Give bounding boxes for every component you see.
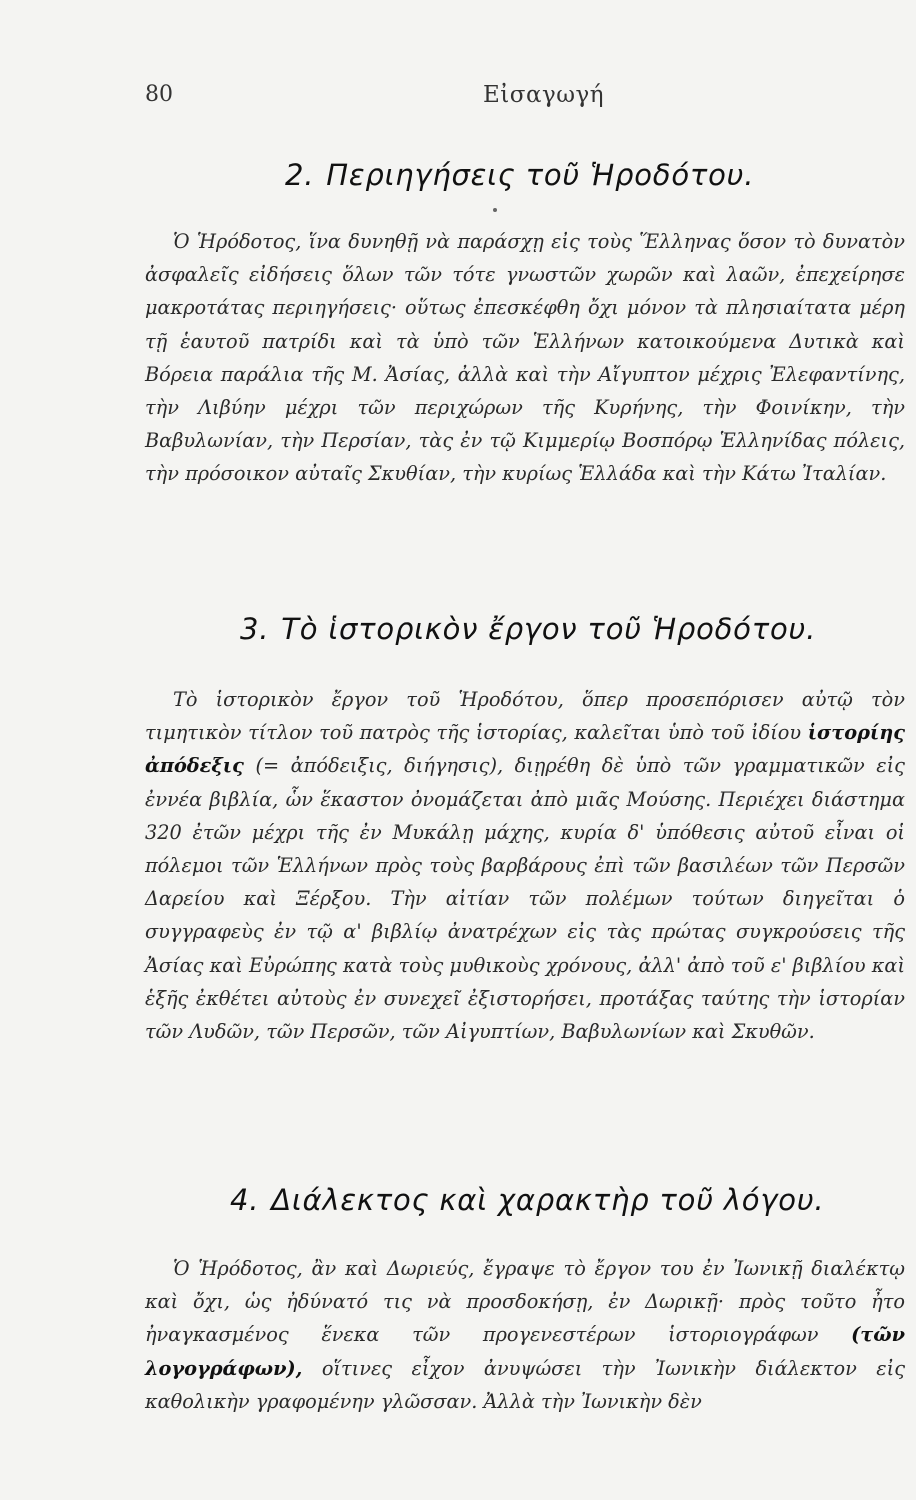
page-header bbox=[0, 82, 916, 112]
page-number: 80 bbox=[145, 82, 173, 107]
running-title: Εἰσαγωγή bbox=[483, 82, 605, 108]
section-title: Τὸ ἱστορικὸν ἔργον τοῦ Ἡροδότου. bbox=[281, 612, 817, 646]
paragraph-text: Τὸ ἱστορικὸν ἔργον τοῦ Ἡροδότου, ὅπερ προσεπόρισεν αὐτῷ τὸν τιμητικὸν τίτλον τοῦ πατρὸς τῆς ἱστορίας, καλεῖται ὑπὸ τοῦ ἰδίου bbox=[145, 688, 905, 745]
section-title: Διάλεκτος καὶ χαρακτὴρ τοῦ λόγου. bbox=[271, 1183, 825, 1217]
ink-dot bbox=[493, 208, 497, 212]
paragraph-text: οἵτινες εἶχον ἀνυψώσει τὴν Ἰωνικὴν διάλεκτον εἰς καθολικὴν γραφομένην γλῶσσαν. Ἀλλὰ τὴν Ἰωνικὴν δὲν bbox=[145, 1356, 905, 1413]
section-4-heading bbox=[230, 1183, 824, 1217]
paragraph bbox=[145, 1252, 905, 1418]
paragraph-text: (= ἀπόδειξις, διήγησις), διῃρέθη δὲ ὑπὸ τῶν γραμματικῶν εἰς ἐννέα βιβλία, ὧν ἕκαστον ὀνομάζεται ἀπὸ μιᾶς Μούσης. Περιέχει διάστημα 320 ἐτῶν μέχρι τῆς ἐν Μυκάλῃ μάχης, κυρία δ' ὑπόθεσις αὐτοῦ εἶναι οἱ πόλεμοι τῶν Ἑλλήνων πρὸς τοὺς βαρβάρους ἐπὶ τῶν βασιλέων τῶν Περσῶν Δαρείου καὶ Ξέρξου. Τὴν αἰτίαν τῶν πολέμων τούτων διηγεῖται ὁ συγγραφεὺς ἐν τῷ α' βιβλίῳ ἀνατρέχων εἰς τὰς πρώτας συγκρούσεις τῆς Ἀσίας καὶ Εὐρώπης κατὰ τοὺς μυθικοὺς χρόνους, ἀλλ' ἀπὸ τοῦ ε' βιβλίου καὶ ἑξῆς ἐκθέτει αὐτοὺς ἐν συνεχεῖ ἐξιστορήσει, προτάξας ταύτης τὴν ἱστορίαν τῶν Λυδῶν, τῶν Περσῶν, τῶν Αἰγυπτίων, Βαβυλωνίων καὶ Σκυθῶν. bbox=[145, 754, 905, 1044]
section-2-body bbox=[145, 225, 905, 491]
section-3-heading bbox=[240, 612, 816, 646]
bold-term: ἱστορίης ἀπόδεξις bbox=[145, 721, 905, 778]
bold-term: (τῶν λογογράφων), bbox=[145, 1323, 905, 1380]
section-3-body bbox=[145, 683, 905, 1048]
paragraph-text: Ὁ Ἡρόδοτος, ἂν καὶ Δωριεύς, ἔγραψε τὸ ἔργον του ἐν Ἰωνικῇ διαλέκτῳ καὶ ὄχι, ὡς ἠδύνατό τις νὰ προσδοκήσῃ, ἐν Δωρικῇ· πρὸς τοῦτο ἦτο ἠναγκασμένος ἕνεκα τῶν προγενεστέρων ἱστοριογράφων bbox=[145, 1257, 905, 1347]
section-4-body bbox=[145, 1252, 905, 1418]
section-2-heading bbox=[285, 158, 754, 192]
section-number: 4. bbox=[230, 1183, 260, 1217]
section-title: Περιηγήσεις τοῦ Ἡροδότου. bbox=[326, 158, 755, 192]
section-number: 3. bbox=[240, 612, 270, 646]
paragraph: Ὁ Ἡρόδοτος, ἵνα δυνηθῇ νὰ παράσχῃ εἰς τοὺς Ἕλληνας ὅσον τὸ δυνατὸν ἀσφαλεῖς εἰδήσεις ὅλων τῶν τότε γνωστῶν χωρῶν καὶ λαῶν, ἐπεχείρησε μακροτάτας περιηγήσεις· οὕτως ἐπεσκέφθη ὄχι μόνον τὰ πλησιαίτατα μέρη τῇ ἑαυτοῦ πατρίδι καὶ τὰ ὑπὸ τῶν Ἑλλήνων κατοικούμενα Δυτικὰ καὶ Βόρεια παράλια τῆς Μ. Ἀσίας, ἀλλὰ καὶ τὴν Αἴγυπτον μέχρις Ἐλεφαντίνης, τὴν Λιβύην μέχρι τῶν περιχώρων τῆς Κυρήνης, τὴν Φοινίκην, τὴν Βαβυλωνίαν, τὴν Περσίαν, τὰς ἐν τῷ Κιμμερίῳ Βοσπόρῳ Ἑλληνίδας πόλεις, τὴν πρόσοικον αὐταῖς Σκυθίαν, τὴν κυρίως Ἑλλάδα καὶ τὴν Κάτω Ἰταλίαν. bbox=[145, 230, 905, 486]
paragraph bbox=[145, 683, 905, 1048]
section-number: 2. bbox=[285, 158, 315, 192]
